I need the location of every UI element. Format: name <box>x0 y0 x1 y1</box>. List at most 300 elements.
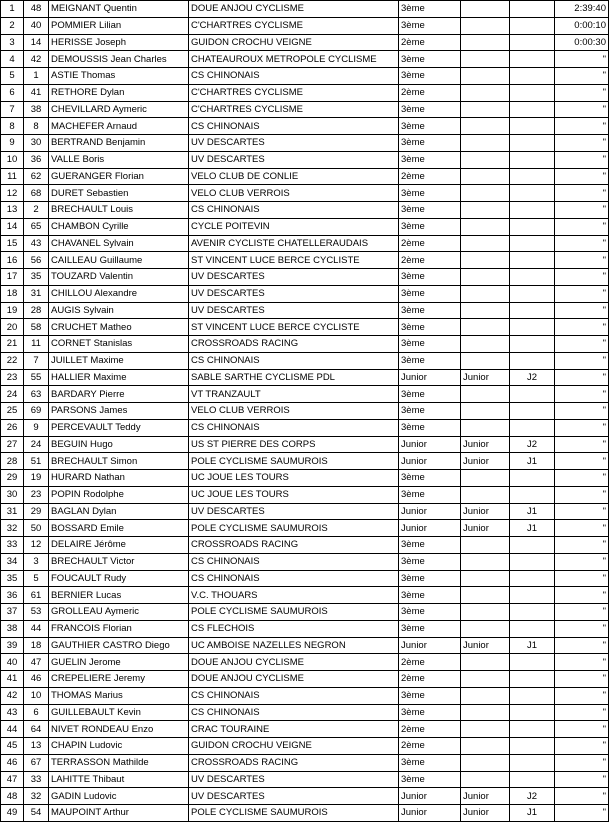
rider-name-cell: ASTIE Thomas <box>49 68 189 85</box>
rider-name-cell: FRANCOIS Florian <box>49 620 189 637</box>
table-row <box>1 285 609 302</box>
junior-category-cell <box>461 352 510 369</box>
time-gap-cell: " <box>555 788 609 805</box>
category-cell: 2ème <box>399 235 461 252</box>
table-row <box>1 118 609 135</box>
club-cell: UC JOUE LES TOURS <box>189 470 399 487</box>
bib-cell: 55 <box>24 369 49 386</box>
table-row <box>1 218 609 235</box>
bib-cell: 54 <box>24 805 49 822</box>
junior-category-cell <box>461 101 510 118</box>
sub-category-cell <box>510 1 555 18</box>
table-row <box>1 235 609 252</box>
rider-name-cell: DEMOUSSIS Jean Charles <box>49 51 189 68</box>
junior-category-cell <box>461 285 510 302</box>
junior-category-cell <box>461 302 510 319</box>
category-cell: 3ème <box>399 537 461 554</box>
sub-category-cell: J2 <box>510 788 555 805</box>
category-cell: Junior <box>399 788 461 805</box>
bib-cell: 1 <box>24 68 49 85</box>
club-cell: UV DESCARTES <box>189 285 399 302</box>
time-gap-cell: " <box>555 553 609 570</box>
rider-name-cell: TOUZARD Valentin <box>49 269 189 286</box>
bib-cell: 67 <box>24 754 49 771</box>
rider-name-cell: DURET Sebastien <box>49 185 189 202</box>
junior-category-cell <box>461 604 510 621</box>
rider-name-cell: THOMAS Marius <box>49 687 189 704</box>
time-gap-cell: " <box>555 369 609 386</box>
bib-cell: 58 <box>24 319 49 336</box>
junior-category-cell <box>461 151 510 168</box>
rank-cell: 27 <box>1 436 24 453</box>
bib-cell: 23 <box>24 486 49 503</box>
category-cell: 3ème <box>399 620 461 637</box>
rank-cell: 47 <box>1 771 24 788</box>
time-gap-cell: " <box>555 135 609 152</box>
rank-cell: 14 <box>1 218 24 235</box>
results-body <box>1 1 609 822</box>
junior-category-cell <box>461 218 510 235</box>
rider-name-cell: HALLIER Maxime <box>49 369 189 386</box>
junior-category-cell <box>461 771 510 788</box>
sub-category-cell <box>510 486 555 503</box>
sub-category-cell <box>510 671 555 688</box>
time-gap-cell: " <box>555 151 609 168</box>
time-gap-cell: " <box>555 604 609 621</box>
junior-category-cell <box>461 68 510 85</box>
rider-name-cell: CREPELIERE Jeremy <box>49 671 189 688</box>
time-gap-cell: " <box>555 503 609 520</box>
rank-cell: 17 <box>1 269 24 286</box>
rider-name-cell: LAHITTE Thibaut <box>49 771 189 788</box>
sub-category-cell <box>510 68 555 85</box>
rider-name-cell: BOSSARD Emile <box>49 520 189 537</box>
table-row <box>1 470 609 487</box>
bib-cell: 42 <box>24 51 49 68</box>
bib-cell: 9 <box>24 419 49 436</box>
club-cell: GUIDON CROCHU VEIGNE <box>189 34 399 51</box>
table-row <box>1 721 609 738</box>
junior-category-cell <box>461 269 510 286</box>
time-gap-cell: " <box>555 419 609 436</box>
category-cell: 3ème <box>399 185 461 202</box>
category-cell: 3ème <box>399 570 461 587</box>
bib-cell: 46 <box>24 671 49 688</box>
rank-cell: 19 <box>1 302 24 319</box>
table-row <box>1 386 609 403</box>
club-cell: V.C. THOUARS <box>189 587 399 604</box>
rider-name-cell: BERNIER Lucas <box>49 587 189 604</box>
sub-category-cell <box>510 419 555 436</box>
time-gap-cell: " <box>555 771 609 788</box>
sub-category-cell <box>510 570 555 587</box>
time-gap-cell: " <box>555 436 609 453</box>
club-cell: UV DESCARTES <box>189 151 399 168</box>
bib-cell: 62 <box>24 168 49 185</box>
club-cell: C'CHARTRES CYCLISME <box>189 17 399 34</box>
category-cell: 3ème <box>399 470 461 487</box>
junior-category-cell <box>461 470 510 487</box>
rider-name-cell: MAUPOINT Arthur <box>49 805 189 822</box>
rank-cell: 4 <box>1 51 24 68</box>
category-cell: 3ème <box>399 419 461 436</box>
sub-category-cell: J1 <box>510 453 555 470</box>
category-cell: 3ème <box>399 269 461 286</box>
club-cell: UV DESCARTES <box>189 503 399 520</box>
club-cell: UV DESCARTES <box>189 788 399 805</box>
sub-category-cell: J1 <box>510 503 555 520</box>
sub-category-cell <box>510 51 555 68</box>
bib-cell: 35 <box>24 269 49 286</box>
bib-cell: 63 <box>24 386 49 403</box>
club-cell: ST VINCENT LUCE BERCE CYCLISTE <box>189 319 399 336</box>
rank-cell: 36 <box>1 587 24 604</box>
sub-category-cell <box>510 403 555 420</box>
junior-category-cell <box>461 235 510 252</box>
rank-cell: 3 <box>1 34 24 51</box>
rank-cell: 8 <box>1 118 24 135</box>
category-cell: 3ème <box>399 587 461 604</box>
category-cell: 3ème <box>399 319 461 336</box>
category-cell: 3ème <box>399 704 461 721</box>
rank-cell: 43 <box>1 704 24 721</box>
table-row <box>1 704 609 721</box>
category-cell: 3ème <box>399 285 461 302</box>
category-cell: 3ème <box>399 135 461 152</box>
rank-cell: 33 <box>1 537 24 554</box>
category-cell: 2ème <box>399 84 461 101</box>
table-row <box>1 68 609 85</box>
bib-cell: 2 <box>24 202 49 219</box>
sub-category-cell <box>510 352 555 369</box>
category-cell: 3ème <box>399 604 461 621</box>
sub-category-cell <box>510 218 555 235</box>
club-cell: C'CHARTRES CYCLISME <box>189 101 399 118</box>
rank-cell: 15 <box>1 235 24 252</box>
category-cell: Junior <box>399 503 461 520</box>
table-row <box>1 101 609 118</box>
bib-cell: 48 <box>24 1 49 18</box>
junior-category-cell: Junior <box>461 453 510 470</box>
club-cell: CROSSROADS RACING <box>189 336 399 353</box>
time-gap-cell: " <box>555 637 609 654</box>
rank-cell: 44 <box>1 721 24 738</box>
table-row <box>1 168 609 185</box>
rank-cell: 41 <box>1 671 24 688</box>
time-gap-cell: " <box>555 620 609 637</box>
category-cell: 3ème <box>399 17 461 34</box>
table-row <box>1 570 609 587</box>
table-row <box>1 604 609 621</box>
bib-cell: 69 <box>24 403 49 420</box>
time-gap-cell: " <box>555 336 609 353</box>
rider-name-cell: GADIN Ludovic <box>49 788 189 805</box>
rank-cell: 16 <box>1 252 24 269</box>
category-cell: 2ème <box>399 721 461 738</box>
time-gap-cell: " <box>555 185 609 202</box>
category-cell: 2ème <box>399 252 461 269</box>
table-row <box>1 185 609 202</box>
table-row <box>1 436 609 453</box>
rider-name-cell: BARDARY Pierre <box>49 386 189 403</box>
sub-category-cell: J2 <box>510 436 555 453</box>
rider-name-cell: HERISSE Joseph <box>49 34 189 51</box>
club-cell: CS CHINONAIS <box>189 570 399 587</box>
table-row <box>1 352 609 369</box>
time-gap-cell: " <box>555 687 609 704</box>
rank-cell: 22 <box>1 352 24 369</box>
rider-name-cell: TERRASSON Mathilde <box>49 754 189 771</box>
table-row <box>1 587 609 604</box>
time-gap-cell: " <box>555 587 609 604</box>
club-cell: DOUE ANJOU CYCLISME <box>189 654 399 671</box>
category-cell: 2ème <box>399 654 461 671</box>
sub-category-cell <box>510 17 555 34</box>
time-gap-cell: " <box>555 302 609 319</box>
table-row <box>1 302 609 319</box>
junior-category-cell <box>461 403 510 420</box>
category-cell: 3ème <box>399 553 461 570</box>
club-cell: CS CHINONAIS <box>189 687 399 704</box>
bib-cell: 29 <box>24 503 49 520</box>
rider-name-cell: PARSONS James <box>49 403 189 420</box>
sub-category-cell <box>510 386 555 403</box>
sub-category-cell <box>510 336 555 353</box>
rank-cell: 23 <box>1 369 24 386</box>
bib-cell: 6 <box>24 704 49 721</box>
time-gap-cell: " <box>555 486 609 503</box>
rider-name-cell: POPIN Rodolphe <box>49 486 189 503</box>
rank-cell: 9 <box>1 135 24 152</box>
table-row <box>1 687 609 704</box>
rider-name-cell: POMMIER Lilian <box>49 17 189 34</box>
rider-name-cell: HURARD Nathan <box>49 470 189 487</box>
club-cell: CHATEAUROUX METROPOLE CYCLISME <box>189 51 399 68</box>
rank-cell: 32 <box>1 520 24 537</box>
junior-category-cell <box>461 1 510 18</box>
junior-category-cell <box>461 620 510 637</box>
junior-category-cell: Junior <box>461 503 510 520</box>
bib-cell: 3 <box>24 553 49 570</box>
table-row <box>1 503 609 520</box>
bib-cell: 51 <box>24 453 49 470</box>
category-cell: 2ème <box>399 34 461 51</box>
bib-cell: 68 <box>24 185 49 202</box>
club-cell: GUIDON CROCHU VEIGNE <box>189 738 399 755</box>
rank-cell: 30 <box>1 486 24 503</box>
bib-cell: 19 <box>24 470 49 487</box>
club-cell: ST VINCENT LUCE BERCE CYCLISTE <box>189 252 399 269</box>
club-cell: US ST PIERRE DES CORPS <box>189 436 399 453</box>
category-cell: 3ème <box>399 51 461 68</box>
bib-cell: 38 <box>24 101 49 118</box>
rank-cell: 28 <box>1 453 24 470</box>
table-row <box>1 51 609 68</box>
rider-name-cell: NIVET RONDEAU Enzo <box>49 721 189 738</box>
rank-cell: 1 <box>1 1 24 18</box>
bib-cell: 32 <box>24 788 49 805</box>
club-cell: CS CHINONAIS <box>189 352 399 369</box>
category-cell: 3ème <box>399 202 461 219</box>
category-cell: 3ème <box>399 352 461 369</box>
rank-cell: 20 <box>1 319 24 336</box>
bib-cell: 64 <box>24 721 49 738</box>
bib-cell: 43 <box>24 235 49 252</box>
rank-cell: 48 <box>1 788 24 805</box>
junior-category-cell: Junior <box>461 637 510 654</box>
rider-name-cell: CRUCHET Matheo <box>49 319 189 336</box>
bib-cell: 65 <box>24 218 49 235</box>
table-row <box>1 637 609 654</box>
bib-cell: 7 <box>24 352 49 369</box>
table-row <box>1 520 609 537</box>
sub-category-cell: J1 <box>510 805 555 822</box>
bib-cell: 61 <box>24 587 49 604</box>
bib-cell: 30 <box>24 135 49 152</box>
rider-name-cell: CORNET Stanislas <box>49 336 189 353</box>
club-cell: C'CHARTRES CYCLISME <box>189 84 399 101</box>
category-cell: Junior <box>399 453 461 470</box>
time-gap-cell: " <box>555 68 609 85</box>
time-gap-cell: " <box>555 805 609 822</box>
rider-name-cell: BRECHAULT Victor <box>49 553 189 570</box>
sub-category-cell <box>510 168 555 185</box>
rank-cell: 39 <box>1 637 24 654</box>
junior-category-cell <box>461 51 510 68</box>
rank-cell: 13 <box>1 202 24 219</box>
category-cell: 3ème <box>399 218 461 235</box>
sub-category-cell <box>510 185 555 202</box>
sub-category-cell <box>510 771 555 788</box>
table-row <box>1 252 609 269</box>
category-cell: 3ème <box>399 336 461 353</box>
bib-cell: 47 <box>24 654 49 671</box>
bib-cell: 8 <box>24 118 49 135</box>
club-cell: CS CHINONAIS <box>189 553 399 570</box>
table-row <box>1 269 609 286</box>
sub-category-cell <box>510 319 555 336</box>
bib-cell: 14 <box>24 34 49 51</box>
time-gap-cell: " <box>555 520 609 537</box>
rank-cell: 26 <box>1 419 24 436</box>
time-gap-cell: " <box>555 118 609 135</box>
table-row <box>1 453 609 470</box>
rank-cell: 5 <box>1 68 24 85</box>
time-gap-cell: " <box>555 352 609 369</box>
junior-category-cell <box>461 671 510 688</box>
table-row <box>1 553 609 570</box>
club-cell: DOUE ANJOU CYCLISME <box>189 671 399 688</box>
category-cell: Junior <box>399 369 461 386</box>
junior-category-cell <box>461 721 510 738</box>
sub-category-cell <box>510 754 555 771</box>
club-cell: CROSSROADS RACING <box>189 754 399 771</box>
time-gap-cell: " <box>555 738 609 755</box>
rider-name-cell: CHEVILLARD Aymeric <box>49 101 189 118</box>
table-row <box>1 754 609 771</box>
rider-name-cell: BRECHAULT Louis <box>49 202 189 219</box>
junior-category-cell <box>461 84 510 101</box>
club-cell: CS CHINONAIS <box>189 419 399 436</box>
sub-category-cell <box>510 687 555 704</box>
sub-category-cell <box>510 151 555 168</box>
sub-category-cell <box>510 202 555 219</box>
bib-cell: 56 <box>24 252 49 269</box>
time-gap-cell: " <box>555 84 609 101</box>
bib-cell: 24 <box>24 436 49 453</box>
club-cell: VELO CLUB VERROIS <box>189 185 399 202</box>
table-row <box>1 135 609 152</box>
category-cell: 3ème <box>399 386 461 403</box>
rider-name-cell: CHAVANEL Sylvain <box>49 235 189 252</box>
time-gap-cell: " <box>555 704 609 721</box>
rank-cell: 37 <box>1 604 24 621</box>
junior-category-cell <box>461 118 510 135</box>
time-gap-cell: " <box>555 269 609 286</box>
sub-category-cell <box>510 235 555 252</box>
sub-category-cell <box>510 704 555 721</box>
club-cell: CS CHINONAIS <box>189 68 399 85</box>
sub-category-cell <box>510 285 555 302</box>
category-cell: 2ème <box>399 671 461 688</box>
rank-cell: 7 <box>1 101 24 118</box>
category-cell: 3ème <box>399 1 461 18</box>
junior-category-cell <box>461 419 510 436</box>
junior-category-cell <box>461 185 510 202</box>
club-cell: VELO CLUB DE CONLIE <box>189 168 399 185</box>
table-row <box>1 17 609 34</box>
rank-cell: 42 <box>1 687 24 704</box>
junior-category-cell <box>461 704 510 721</box>
sub-category-cell <box>510 101 555 118</box>
club-cell: POLE CYCLISME SAUMUROIS <box>189 520 399 537</box>
time-gap-cell: " <box>555 721 609 738</box>
rank-cell: 40 <box>1 654 24 671</box>
club-cell: UC AMBOISE NAZELLES NEGRON <box>189 637 399 654</box>
category-cell: 3ème <box>399 403 461 420</box>
table-row <box>1 151 609 168</box>
time-gap-cell: " <box>555 235 609 252</box>
club-cell: UV DESCARTES <box>189 771 399 788</box>
rider-name-cell: BRECHAULT Simon <box>49 453 189 470</box>
rider-name-cell: BERTRAND Benjamin <box>49 135 189 152</box>
bib-cell: 5 <box>24 570 49 587</box>
rider-name-cell: RETHORE Dylan <box>49 84 189 101</box>
bib-cell: 28 <box>24 302 49 319</box>
club-cell: VELO CLUB VERROIS <box>189 403 399 420</box>
table-row <box>1 486 609 503</box>
rank-cell: 10 <box>1 151 24 168</box>
rider-name-cell: AUGIS Sylvain <box>49 302 189 319</box>
sub-category-cell <box>510 135 555 152</box>
time-gap-cell: " <box>555 403 609 420</box>
junior-category-cell <box>461 654 510 671</box>
category-cell: Junior <box>399 520 461 537</box>
junior-category-cell <box>461 486 510 503</box>
sub-category-cell <box>510 302 555 319</box>
bib-cell: 10 <box>24 687 49 704</box>
time-gap-cell: " <box>555 470 609 487</box>
rank-cell: 38 <box>1 620 24 637</box>
category-cell: 3ème <box>399 101 461 118</box>
sub-category-cell: J1 <box>510 520 555 537</box>
sub-category-cell <box>510 252 555 269</box>
junior-category-cell: Junior <box>461 805 510 822</box>
club-cell: UV DESCARTES <box>189 135 399 152</box>
bib-cell: 41 <box>24 84 49 101</box>
junior-category-cell <box>461 135 510 152</box>
sub-category-cell <box>510 537 555 554</box>
